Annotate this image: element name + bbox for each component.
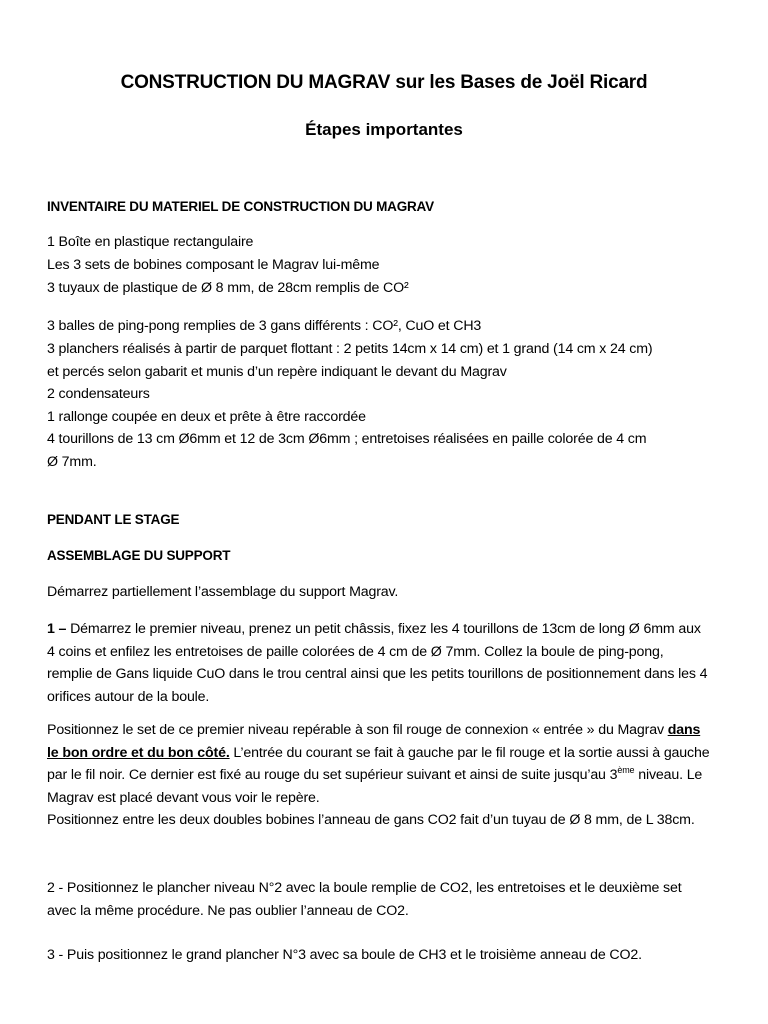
step-3-paragraph: 3 - Puis positionnez le grand plancher N°3 avec sa boule de CH3 et le troisième anneau de CO2. [47,947,642,963]
document-title: CONSTRUCTION DU MAGRAV sur les Bases de Joël Ricard [120,72,648,93]
positioning-text-line-2: Positionnez entre les deux doubles bobines l’anneau de gans CO2 fait d’un tuyau de Ø 8 mm, de L 38cm. [47,812,695,828]
inventory-item: 4 tourillons de 13 cm Ø6mm et 12 de 3cm Ø6mm ; entretoises réalisées en paille colorée de 4 cm [47,431,647,447]
positioning-text-part-1: Positionnez le set de ce premier niveau repérable à son fil rouge de connexion « entrée » du Magrav [47,722,668,738]
inventory-item: Les 3 sets de bobines composant le Magrav lui-même [47,257,380,273]
step-1-number: 1 – [47,621,71,637]
inventory-item: 1 Boîte en plastique rectangulaire [47,234,254,250]
inventory-item: 1 rallonge coupée en deux et prête à être raccordée [47,409,366,425]
positioning-paragraph [47,719,711,832]
assembly-heading: ASSEMBLAGE DU SUPPORT [47,548,231,563]
positioning-text-part-2: L’entrée du courant se fait à gauche par le fil rouge et la sortie aussi à gauche par le fil noir. Ce dernier est fixé au rouge du set supérieur suivant et ainsi de suite jusqu’au 3 [47,744,710,783]
inventory-item: 2 condensateurs [47,386,150,402]
step-1-text: Démarrez le premier niveau, prenez un petit châssis, fixez les 4 tourillons de 13cm de long Ø 6mm aux 4 coins et enfilez les entretoises de paille colorées de 4 cm de Ø 7mm. Collez la boule de ping-pong, remplie de Gans liquide CuO dans le trou central ainsi que les petits tourillons de positionnement dans les 4 orifices autour de la boule. [47,621,708,705]
positioning-text-part-3: niveau. Le Magrav est placé devant vous voir le repère. [47,767,703,806]
inventory-heading: INVENTAIRE DU MATERIEL DE CONSTRUCTION DU MAGRAV [47,199,434,214]
document-subtitle: Étapes importantes [305,120,463,139]
stage-heading: PENDANT LE STAGE [47,512,180,527]
inventory-item: 3 balles de ping-pong remplies de 3 gans différents : CO², CuO et CH3 [47,318,482,334]
assembly-intro: Démarrez partiellement l’assemblage du support Magrav. [47,584,399,600]
inventory-item: Ø 7mm. [47,454,97,470]
inventory-item: 3 tuyaux de plastique de Ø 8 mm, de 28cm remplis de CO² [47,280,409,296]
emphasis-text: dans le bon ordre et du bon côté. [47,722,701,761]
step-2-paragraph: 2 - Positionnez le plancher niveau N°2 avec la boule remplie de CO2, les entretoises et le deuxième set avec la même procédure. Ne pas oublier l’anneau de CO2. [47,880,682,919]
inventory-item: 3 planchers réalisés à partir de parquet flottant : 2 petits 14cm x 14 cm) et 1 grand (14 cm x 24 cm) [47,341,653,357]
inventory-item: et percés selon gabarit et munis d’un repère indiquant le devant du Magrav [47,364,507,380]
ordinal-superscript: ème [617,765,635,775]
step-1-paragraph [47,618,711,708]
